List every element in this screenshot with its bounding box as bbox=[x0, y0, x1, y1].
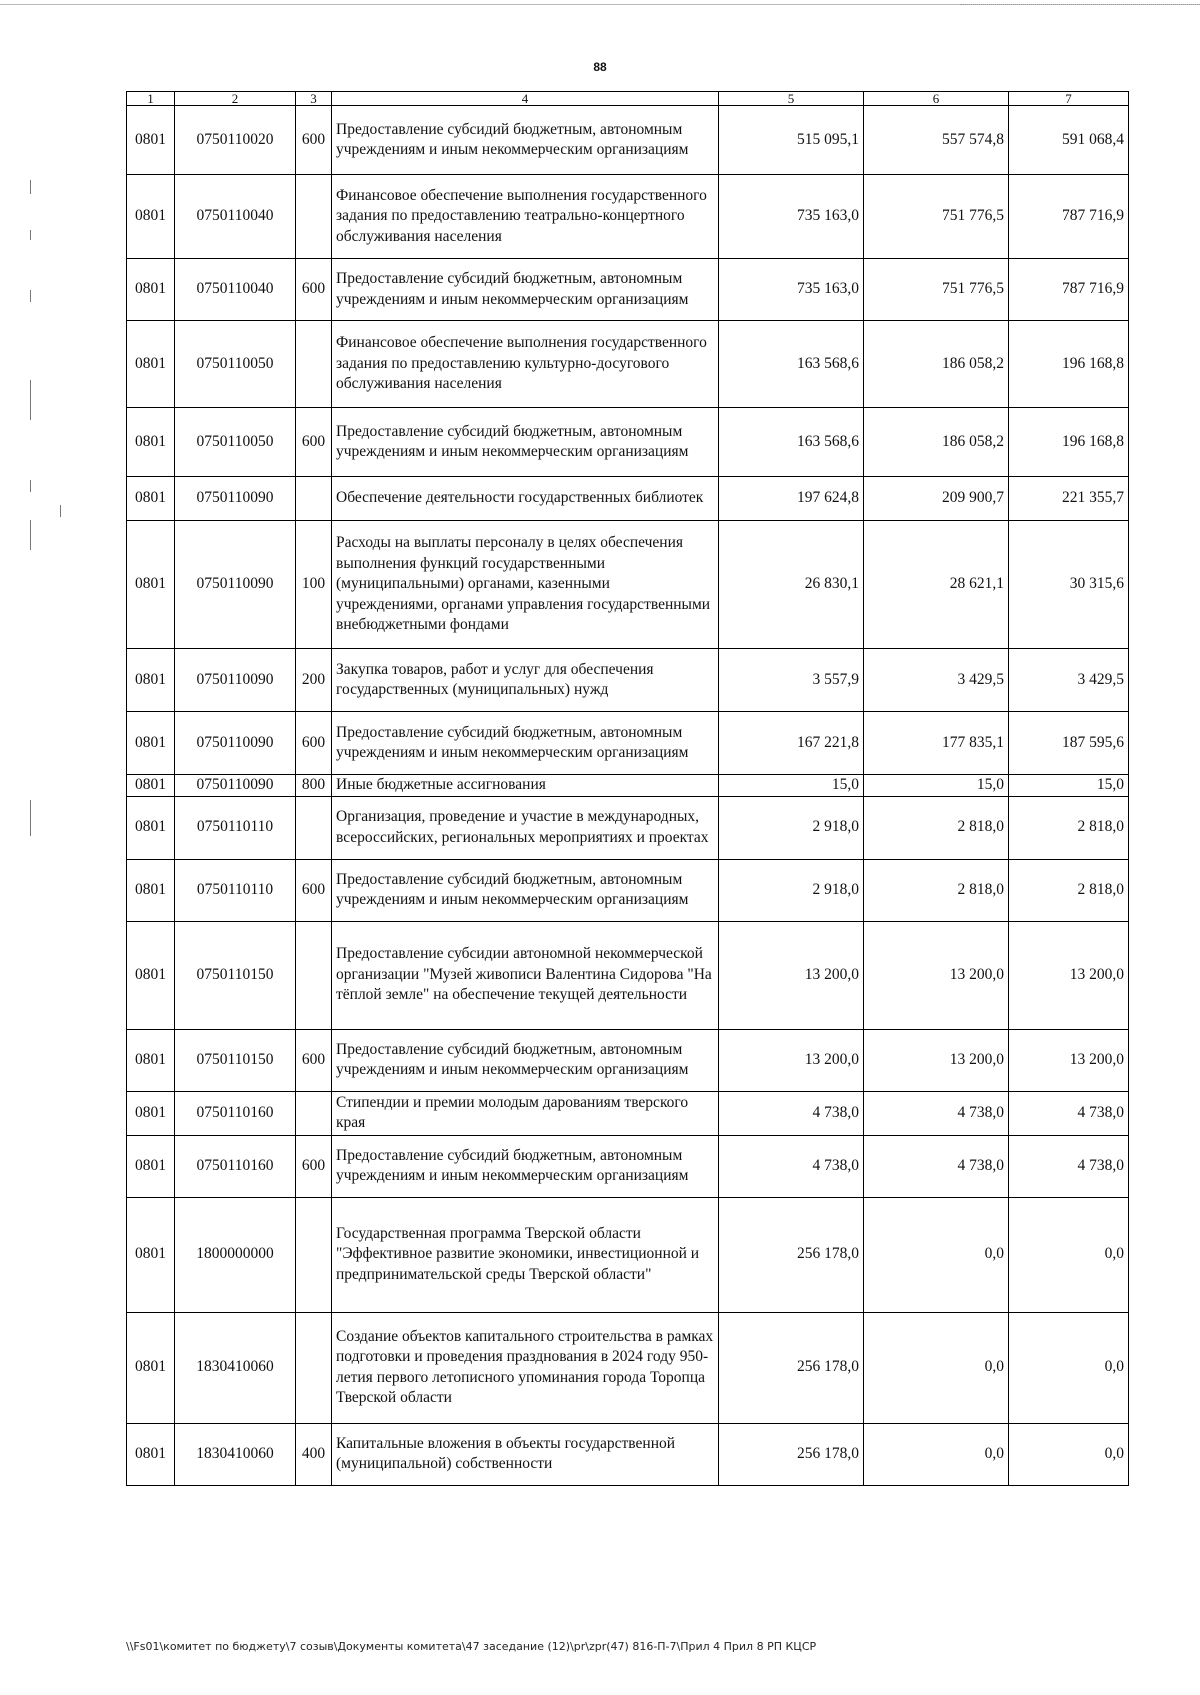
item-name: Обеспечение деятельности государственных библиотек bbox=[332, 477, 719, 521]
section-code: 0801 bbox=[127, 859, 175, 921]
amount-col7: 187 595,6 bbox=[1009, 712, 1129, 775]
amount-col7: 787 716,9 bbox=[1009, 175, 1129, 259]
item-name: Иные бюджетные ассигнования bbox=[332, 775, 719, 797]
amount-col5: 256 178,0 bbox=[719, 1312, 864, 1423]
section-code: 0801 bbox=[127, 796, 175, 859]
section-code: 0801 bbox=[127, 477, 175, 521]
section-code: 0801 bbox=[127, 712, 175, 775]
amount-col6: 751 776,5 bbox=[864, 175, 1009, 259]
table-row bbox=[127, 712, 1129, 775]
amount-col7: 13 200,0 bbox=[1009, 921, 1129, 1029]
amount-col7: 221 355,7 bbox=[1009, 477, 1129, 521]
amount-col6: 13 200,0 bbox=[864, 1029, 1009, 1091]
item-name: Государственная программа Тверской области "Эффективное развитие экономики, инвестиционной и предпринимательской среды Тверской области" bbox=[332, 1197, 719, 1312]
target-article-code: 0750110050 bbox=[175, 321, 296, 408]
section-code: 0801 bbox=[127, 649, 175, 712]
amount-col5: 13 200,0 bbox=[719, 1029, 864, 1091]
table-row bbox=[127, 796, 1129, 859]
expense-type-code: 600 bbox=[296, 712, 332, 775]
expense-type-code: 600 bbox=[296, 259, 332, 321]
amount-col6: 2 818,0 bbox=[864, 796, 1009, 859]
item-name: Расходы на выплаты персоналу в целях обеспечения выполнения функций государственными (муниципальными) органами, казенными учреждениями, органами управления государственными внебюджетными фондами bbox=[332, 521, 719, 649]
amount-col5: 13 200,0 bbox=[719, 921, 864, 1029]
column-header: 6 bbox=[864, 92, 1009, 106]
column-header: 2 bbox=[175, 92, 296, 106]
amount-col6: 0,0 bbox=[864, 1312, 1009, 1423]
expense-type-code: 600 bbox=[296, 1135, 332, 1197]
section-code: 0801 bbox=[127, 321, 175, 408]
expense-type-code: 600 bbox=[296, 1029, 332, 1091]
section-code: 0801 bbox=[127, 106, 175, 175]
amount-col7: 4 738,0 bbox=[1009, 1091, 1129, 1135]
page-number: 88 bbox=[593, 60, 607, 74]
amount-col7: 591 068,4 bbox=[1009, 106, 1129, 175]
amount-col5: 4 738,0 bbox=[719, 1091, 864, 1135]
table-row bbox=[127, 1197, 1129, 1312]
expense-type-code: 600 bbox=[296, 106, 332, 175]
table-row bbox=[127, 175, 1129, 259]
table-row bbox=[127, 1029, 1129, 1091]
expense-type-code bbox=[296, 175, 332, 259]
amount-col5: 163 568,6 bbox=[719, 408, 864, 477]
amount-col5: 2 918,0 bbox=[719, 859, 864, 921]
item-name: Предоставление субсидий бюджетным, автономным учреждениям и иным некоммерческим организациям bbox=[332, 1135, 719, 1197]
amount-col6: 186 058,2 bbox=[864, 321, 1009, 408]
item-name: Закупка товаров, работ и услуг для обеспечения государственных (муниципальных) нужд bbox=[332, 649, 719, 712]
amount-col5: 167 221,8 bbox=[719, 712, 864, 775]
amount-col6: 28 621,1 bbox=[864, 521, 1009, 649]
column-number-row bbox=[127, 92, 1129, 106]
amount-col5: 515 095,1 bbox=[719, 106, 864, 175]
target-article-code: 0750110150 bbox=[175, 1029, 296, 1091]
amount-col7: 0,0 bbox=[1009, 1197, 1129, 1312]
expense-type-code: 800 bbox=[296, 775, 332, 797]
target-article-code: 0750110160 bbox=[175, 1135, 296, 1197]
amount-col6: 557 574,8 bbox=[864, 106, 1009, 175]
amount-col7: 196 168,8 bbox=[1009, 321, 1129, 408]
section-code: 0801 bbox=[127, 175, 175, 259]
expense-type-code bbox=[296, 1091, 332, 1135]
item-name: Предоставление субсидий бюджетным, автономным учреждениям и иным некоммерческим организациям bbox=[332, 259, 719, 321]
target-article-code: 0750110090 bbox=[175, 712, 296, 775]
expense-type-code bbox=[296, 321, 332, 408]
table-row bbox=[127, 1091, 1129, 1135]
target-article-code: 0750110110 bbox=[175, 796, 296, 859]
budget-table bbox=[126, 91, 1129, 1486]
amount-col5: 735 163,0 bbox=[719, 259, 864, 321]
amount-col5: 256 178,0 bbox=[719, 1197, 864, 1312]
table-row bbox=[127, 859, 1129, 921]
section-code: 0801 bbox=[127, 1029, 175, 1091]
target-article-code: 0750110090 bbox=[175, 775, 296, 797]
expense-type-code: 600 bbox=[296, 859, 332, 921]
section-code: 0801 bbox=[127, 1197, 175, 1312]
expense-type-code bbox=[296, 477, 332, 521]
section-code: 0801 bbox=[127, 259, 175, 321]
target-article-code: 0750110160 bbox=[175, 1091, 296, 1135]
amount-col7: 15,0 bbox=[1009, 775, 1129, 797]
table-row bbox=[127, 1135, 1129, 1197]
amount-col6: 15,0 bbox=[864, 775, 1009, 797]
column-header: 3 bbox=[296, 92, 332, 106]
amount-col6: 177 835,1 bbox=[864, 712, 1009, 775]
expense-type-code: 200 bbox=[296, 649, 332, 712]
item-name: Предоставление субсидий бюджетным, автономным учреждениям и иным некоммерческим организациям bbox=[332, 712, 719, 775]
amount-col7: 0,0 bbox=[1009, 1423, 1129, 1485]
section-code: 0801 bbox=[127, 775, 175, 797]
column-header: 5 bbox=[719, 92, 864, 106]
amount-col5: 26 830,1 bbox=[719, 521, 864, 649]
item-name: Стипендии и премии молодым дарованиям тверского края bbox=[332, 1091, 719, 1135]
item-name: Финансовое обеспечение выполнения государственного задания по предоставлению театрально-концертного обслуживания населения bbox=[332, 175, 719, 259]
target-article-code: 0750110150 bbox=[175, 921, 296, 1029]
table-row bbox=[127, 521, 1129, 649]
amount-col6: 186 058,2 bbox=[864, 408, 1009, 477]
table-row bbox=[127, 1312, 1129, 1423]
amount-col5: 3 557,9 bbox=[719, 649, 864, 712]
target-article-code: 1800000000 bbox=[175, 1197, 296, 1312]
target-article-code: 0750110110 bbox=[175, 859, 296, 921]
expense-type-code: 600 bbox=[296, 408, 332, 477]
target-article-code: 1830410060 bbox=[175, 1423, 296, 1485]
target-article-code: 1830410060 bbox=[175, 1312, 296, 1423]
amount-col7: 3 429,5 bbox=[1009, 649, 1129, 712]
amount-col6: 751 776,5 bbox=[864, 259, 1009, 321]
amount-col6: 4 738,0 bbox=[864, 1091, 1009, 1135]
amount-col6: 209 900,7 bbox=[864, 477, 1009, 521]
table-row bbox=[127, 321, 1129, 408]
amount-col5: 15,0 bbox=[719, 775, 864, 797]
expense-type-code bbox=[296, 796, 332, 859]
table-row bbox=[127, 775, 1129, 797]
target-article-code: 0750110040 bbox=[175, 259, 296, 321]
amount-col6: 3 429,5 bbox=[864, 649, 1009, 712]
amount-col7: 0,0 bbox=[1009, 1312, 1129, 1423]
item-name: Предоставление субсидий бюджетным, автономным учреждениям и иным некоммерческим организациям bbox=[332, 106, 719, 175]
amount-col5: 2 918,0 bbox=[719, 796, 864, 859]
amount-col7: 4 738,0 bbox=[1009, 1135, 1129, 1197]
target-article-code: 0750110090 bbox=[175, 521, 296, 649]
item-name: Предоставление субсидии автономной некоммерческой организации "Музей живописи Валентина Сидорова "На тёплой земле" на обеспечение текущей деятельности bbox=[332, 921, 719, 1029]
amount-col7: 196 168,8 bbox=[1009, 408, 1129, 477]
expense-type-code bbox=[296, 1312, 332, 1423]
section-code: 0801 bbox=[127, 408, 175, 477]
section-code: 0801 bbox=[127, 921, 175, 1029]
item-name: Предоставление субсидий бюджетным, автономным учреждениям и иным некоммерческим организациям bbox=[332, 859, 719, 921]
column-header: 1 bbox=[127, 92, 175, 106]
table-row bbox=[127, 921, 1129, 1029]
amount-col5: 197 624,8 bbox=[719, 477, 864, 521]
item-name: Предоставление субсидий бюджетным, автономным учреждениям и иным некоммерческим организациям bbox=[332, 1029, 719, 1091]
amount-col6: 13 200,0 bbox=[864, 921, 1009, 1029]
target-article-code: 0750110090 bbox=[175, 477, 296, 521]
table-row bbox=[127, 1423, 1129, 1485]
amount-col6: 2 818,0 bbox=[864, 859, 1009, 921]
column-header: 4 bbox=[332, 92, 719, 106]
amount-col5: 4 738,0 bbox=[719, 1135, 864, 1197]
table-row bbox=[127, 259, 1129, 321]
amount-col7: 2 818,0 bbox=[1009, 796, 1129, 859]
amount-col6: 0,0 bbox=[864, 1423, 1009, 1485]
amount-col7: 787 716,9 bbox=[1009, 259, 1129, 321]
item-name: Организация, проведение и участие в международных, всероссийских, региональных мероприятиях и проектах bbox=[332, 796, 719, 859]
table-row bbox=[127, 477, 1129, 521]
amount-col5: 256 178,0 bbox=[719, 1423, 864, 1485]
section-code: 0801 bbox=[127, 1423, 175, 1485]
column-header: 7 bbox=[1009, 92, 1129, 106]
file-path-footer: \\Fs01\комитет по бюджету\7 созыв\Документы комитета\47 заседание (12)\pr\zpr(47) 816-П-7\Прил 4 Прил 8 РП КЦСР bbox=[126, 1640, 817, 1653]
amount-col7: 2 818,0 bbox=[1009, 859, 1129, 921]
scan-margin-marks bbox=[0, 0, 80, 1695]
expense-type-code bbox=[296, 921, 332, 1029]
table-row bbox=[127, 649, 1129, 712]
scan-top-edge-dotted bbox=[960, 4, 1200, 5]
item-name: Капитальные вложения в объекты государственной (муниципальной) собственности bbox=[332, 1423, 719, 1485]
target-article-code: 0750110090 bbox=[175, 649, 296, 712]
table-row bbox=[127, 106, 1129, 175]
target-article-code: 0750110020 bbox=[175, 106, 296, 175]
expense-type-code: 400 bbox=[296, 1423, 332, 1485]
amount-col6: 0,0 bbox=[864, 1197, 1009, 1312]
amount-col5: 735 163,0 bbox=[719, 175, 864, 259]
target-article-code: 0750110040 bbox=[175, 175, 296, 259]
item-name: Финансовое обеспечение выполнения государственного задания по предоставлению культурно-досугового обслуживания населения bbox=[332, 321, 719, 408]
expense-type-code: 100 bbox=[296, 521, 332, 649]
section-code: 0801 bbox=[127, 1135, 175, 1197]
amount-col7: 13 200,0 bbox=[1009, 1029, 1129, 1091]
section-code: 0801 bbox=[127, 1312, 175, 1423]
amount-col7: 30 315,6 bbox=[1009, 521, 1129, 649]
amount-col6: 4 738,0 bbox=[864, 1135, 1009, 1197]
item-name: Создание объектов капитального строительства в рамках подготовки и проведения празднования в 2024 году 950-летия первого летописного упоминания города Торопца Тверской области bbox=[332, 1312, 719, 1423]
target-article-code: 0750110050 bbox=[175, 408, 296, 477]
item-name: Предоставление субсидий бюджетным, автономным учреждениям и иным некоммерческим организациям bbox=[332, 408, 719, 477]
section-code: 0801 bbox=[127, 521, 175, 649]
amount-col5: 163 568,6 bbox=[719, 321, 864, 408]
section-code: 0801 bbox=[127, 1091, 175, 1135]
expense-type-code bbox=[296, 1197, 332, 1312]
table-row bbox=[127, 408, 1129, 477]
